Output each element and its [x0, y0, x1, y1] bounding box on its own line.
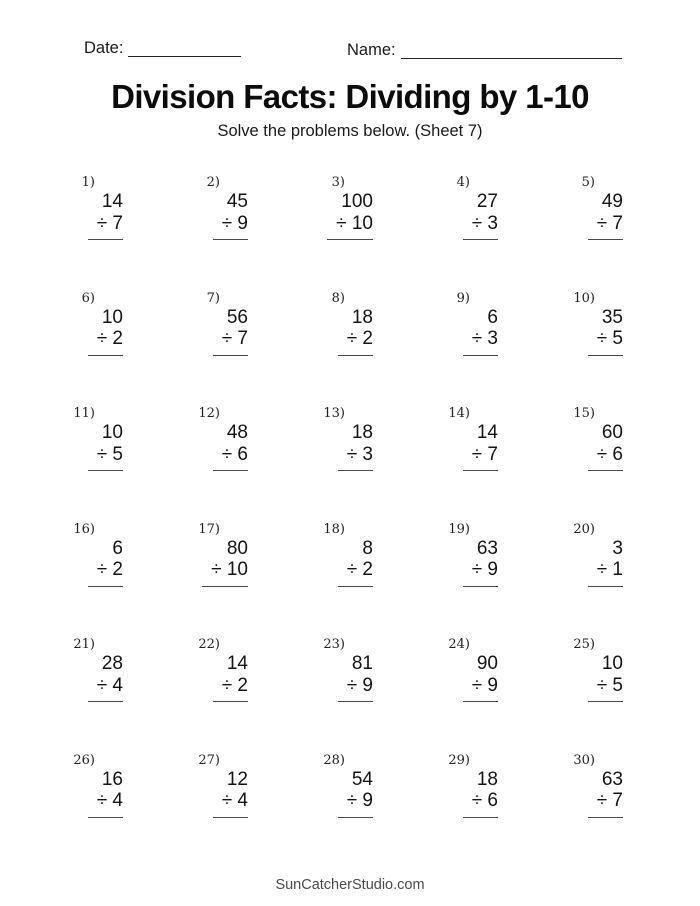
divisor: 2 [112, 328, 123, 350]
dividend: 56 [226, 306, 248, 328]
divisor-row [572, 790, 623, 818]
problem-number: 6) [81, 290, 95, 306]
division-sign-icon: ÷ [221, 674, 233, 696]
answer-line [463, 444, 498, 472]
problem-number: 17) [198, 521, 220, 537]
division-sign-icon: ÷ [96, 212, 108, 234]
division-problem [197, 634, 322, 750]
divisor: 2 [362, 559, 373, 581]
division-problem [572, 634, 697, 750]
divisor-row [72, 790, 123, 818]
date-label: Date: [84, 39, 124, 57]
division-sign-icon: ÷ [346, 443, 358, 465]
problem-number: 14) [448, 406, 470, 422]
problem-number: 24) [448, 637, 470, 653]
division-problem [322, 634, 447, 750]
dividend: 10 [101, 422, 123, 444]
division-sign-icon: ÷ [596, 443, 608, 465]
division-problem [572, 750, 697, 866]
division-problem [572, 403, 697, 519]
division-problem [322, 403, 447, 519]
problem-number: 5) [581, 175, 595, 190]
division-problem [322, 288, 447, 404]
dividend: 12 [226, 768, 248, 790]
division-problem [572, 519, 697, 635]
problem-number: 7) [206, 290, 220, 306]
division-sign-icon: ÷ [471, 790, 483, 812]
divisor-row [197, 790, 248, 818]
name-blank-line [401, 42, 622, 59]
answer-line [588, 790, 623, 818]
division-problem [572, 288, 697, 404]
divisor: 7 [612, 212, 623, 234]
division-sign-icon: ÷ [471, 328, 483, 350]
dividend: 14 [476, 422, 498, 444]
divisor: 9 [487, 559, 498, 581]
problem-number: 29) [448, 752, 470, 768]
dividend: 8 [362, 537, 373, 559]
division-sign-icon: ÷ [211, 559, 222, 581]
divisor-row [197, 559, 248, 587]
divisor: 7 [487, 443, 498, 465]
problem-number: 4) [456, 175, 470, 190]
divisor-row [197, 213, 248, 241]
dividend: 16 [101, 768, 123, 790]
division-problem [72, 519, 197, 635]
divisor-row [197, 675, 248, 703]
divisor: 10 [351, 212, 373, 234]
problem-number: 12) [198, 406, 220, 422]
answer-line [338, 328, 373, 356]
divisor: 6 [237, 443, 248, 465]
dividend: 80 [226, 537, 248, 559]
answer-line [327, 213, 373, 241]
division-sign-icon: ÷ [346, 559, 358, 581]
dividend: 100 [341, 191, 373, 212]
dividend: 3 [612, 537, 623, 559]
answer-line [338, 790, 373, 818]
divisor: 6 [487, 790, 498, 812]
division-problem [197, 750, 322, 866]
divisor-row [447, 213, 498, 241]
name-label: Name: [347, 41, 396, 59]
division-sign-icon: ÷ [96, 559, 108, 581]
divisor-row [72, 444, 123, 472]
problem-number: 30) [573, 752, 595, 768]
divisor-row [322, 559, 373, 587]
answer-line [588, 213, 623, 241]
answer-line [588, 444, 623, 472]
division-problem [447, 750, 572, 866]
division-sign-icon: ÷ [346, 328, 358, 350]
divisor: 2 [362, 328, 373, 350]
division-problem [197, 288, 322, 404]
answer-line [463, 213, 498, 241]
problem-number: 21) [73, 637, 95, 653]
answer-line [463, 559, 498, 587]
dividend: 6 [112, 537, 123, 559]
divisor-row [572, 675, 623, 703]
dividend: 18 [351, 422, 373, 444]
problem-number: 28) [323, 752, 345, 768]
division-problem [197, 519, 322, 635]
problem-number: 27) [198, 752, 220, 768]
divisor: 1 [612, 559, 623, 581]
division-problem [72, 403, 197, 519]
problems-grid [72, 172, 697, 866]
division-problem [447, 634, 572, 750]
division-problem [72, 750, 197, 866]
division-sign-icon: ÷ [346, 674, 358, 696]
problem-number: 10) [573, 290, 595, 306]
divisor-row [572, 213, 623, 241]
division-problem [322, 519, 447, 635]
division-sign-icon: ÷ [96, 328, 108, 350]
divisor: 5 [612, 328, 623, 350]
division-sign-icon: ÷ [221, 328, 233, 350]
problem-number: 22) [198, 637, 220, 653]
division-sign-icon: ÷ [96, 443, 108, 465]
answer-line [88, 328, 123, 356]
problem-number: 2) [206, 175, 220, 190]
name-field [347, 41, 622, 59]
divisor: 5 [612, 674, 623, 696]
division-sign-icon: ÷ [221, 790, 233, 812]
division-problem [72, 288, 197, 404]
division-sign-icon: ÷ [336, 212, 347, 234]
page-subtitle: Solve the problems below. (Sheet 7) [217, 122, 483, 140]
divisor: 6 [612, 443, 623, 465]
division-problem [572, 172, 697, 288]
division-sign-icon: ÷ [471, 674, 483, 696]
problem-number: 25) [573, 637, 595, 653]
answer-line [213, 213, 248, 241]
divisor-row [197, 444, 248, 472]
divisor-row [197, 328, 248, 356]
division-sign-icon: ÷ [596, 328, 608, 350]
division-sign-icon: ÷ [471, 212, 483, 234]
divisor-row [447, 559, 498, 587]
answer-line [588, 559, 623, 587]
answer-line [463, 328, 498, 356]
divisor-row [572, 328, 623, 356]
divisor-row [72, 559, 123, 587]
page-title: Division Facts: Dividing by 1-10 [111, 78, 589, 115]
answer-line [588, 328, 623, 356]
divisor-row [572, 559, 623, 587]
division-problem [322, 172, 447, 288]
division-problem [197, 172, 322, 288]
divisor-row [72, 213, 123, 241]
dividend: 49 [601, 191, 623, 212]
problem-number: 8) [331, 290, 345, 306]
divisor-row [72, 328, 123, 356]
divisor: 4 [112, 790, 123, 812]
problem-number: 20) [573, 521, 595, 537]
answer-line [463, 675, 498, 703]
divisor: 9 [487, 674, 498, 696]
divisor-row [72, 675, 123, 703]
division-sign-icon: ÷ [221, 443, 233, 465]
answer-line [213, 444, 248, 472]
division-sign-icon: ÷ [96, 790, 108, 812]
division-sign-icon: ÷ [596, 790, 608, 812]
divisor-row [447, 675, 498, 703]
divisor-row [322, 790, 373, 818]
problem-number: 23) [323, 637, 345, 653]
answer-line [88, 675, 123, 703]
answer-line [213, 328, 248, 356]
answer-line [338, 444, 373, 472]
divisor: 2 [112, 559, 123, 581]
dividend: 10 [601, 653, 623, 675]
answer-line [88, 790, 123, 818]
dividend: 48 [226, 422, 248, 444]
date-field [84, 39, 241, 57]
divisor: 9 [237, 212, 248, 234]
division-problem [72, 172, 197, 288]
dividend: 54 [351, 768, 373, 790]
problem-number: 3) [331, 175, 345, 190]
dividend: 27 [476, 191, 498, 212]
answer-line [213, 675, 248, 703]
answer-line [88, 444, 123, 472]
dividend: 10 [101, 306, 123, 328]
problem-number: 26) [73, 752, 95, 768]
divisor-row [447, 328, 498, 356]
divisor: 10 [226, 559, 248, 581]
divisor: 4 [237, 790, 248, 812]
divisor-row [447, 790, 498, 818]
division-problem [447, 172, 572, 288]
problem-number: 19) [448, 521, 470, 537]
division-problem [72, 634, 197, 750]
date-blank-line [128, 40, 241, 57]
answer-line [88, 213, 123, 241]
division-problem [447, 288, 572, 404]
dividend: 28 [101, 653, 123, 675]
division-problem [447, 519, 572, 635]
dividend: 63 [601, 768, 623, 790]
division-sign-icon: ÷ [596, 674, 608, 696]
division-sign-icon: ÷ [471, 559, 483, 581]
division-sign-icon: ÷ [96, 674, 108, 696]
answer-line [88, 559, 123, 587]
divisor: 7 [112, 212, 123, 234]
division-sign-icon: ÷ [596, 559, 608, 581]
divisor-row [322, 444, 373, 472]
dividend: 60 [601, 422, 623, 444]
division-sign-icon: ÷ [221, 212, 233, 234]
dividend: 14 [101, 191, 123, 212]
divisor-row [572, 444, 623, 472]
problem-number: 16) [73, 521, 95, 537]
divisor: 3 [487, 328, 498, 350]
divisor: 9 [362, 674, 373, 696]
divisor: 9 [362, 790, 373, 812]
dividend: 18 [476, 768, 498, 790]
footer-credit: SunCatcherStudio.com [275, 877, 425, 893]
dividend: 90 [476, 653, 498, 675]
dividend: 6 [487, 306, 498, 328]
divisor: 3 [487, 212, 498, 234]
divisor-row [447, 444, 498, 472]
division-sign-icon: ÷ [596, 212, 608, 234]
problem-number: 9) [456, 290, 470, 306]
problem-number: 18) [323, 521, 345, 537]
problem-number: 13) [323, 406, 345, 422]
answer-line [588, 675, 623, 703]
divisor-row [322, 328, 373, 356]
divisor-row [322, 675, 373, 703]
divisor: 7 [237, 328, 248, 350]
division-sign-icon: ÷ [346, 790, 358, 812]
divisor: 2 [237, 674, 248, 696]
dividend: 18 [351, 306, 373, 328]
answer-line [338, 559, 373, 587]
dividend: 63 [476, 537, 498, 559]
problem-number: 1) [81, 175, 95, 190]
answer-line [338, 675, 373, 703]
answer-line [463, 790, 498, 818]
dividend: 14 [226, 653, 248, 675]
dividend: 81 [351, 653, 373, 675]
dividend: 35 [601, 306, 623, 328]
problem-number: 11) [73, 406, 95, 422]
divisor: 3 [362, 443, 373, 465]
problem-number: 15) [573, 406, 595, 422]
divisor: 5 [112, 443, 123, 465]
division-problem [322, 750, 447, 866]
dividend: 45 [226, 191, 248, 212]
division-problem [447, 403, 572, 519]
divisor: 7 [612, 790, 623, 812]
answer-line [213, 790, 248, 818]
division-sign-icon: ÷ [471, 443, 483, 465]
divisor: 4 [112, 674, 123, 696]
division-problem [197, 403, 322, 519]
divisor-row [322, 213, 373, 241]
answer-line [202, 559, 248, 587]
